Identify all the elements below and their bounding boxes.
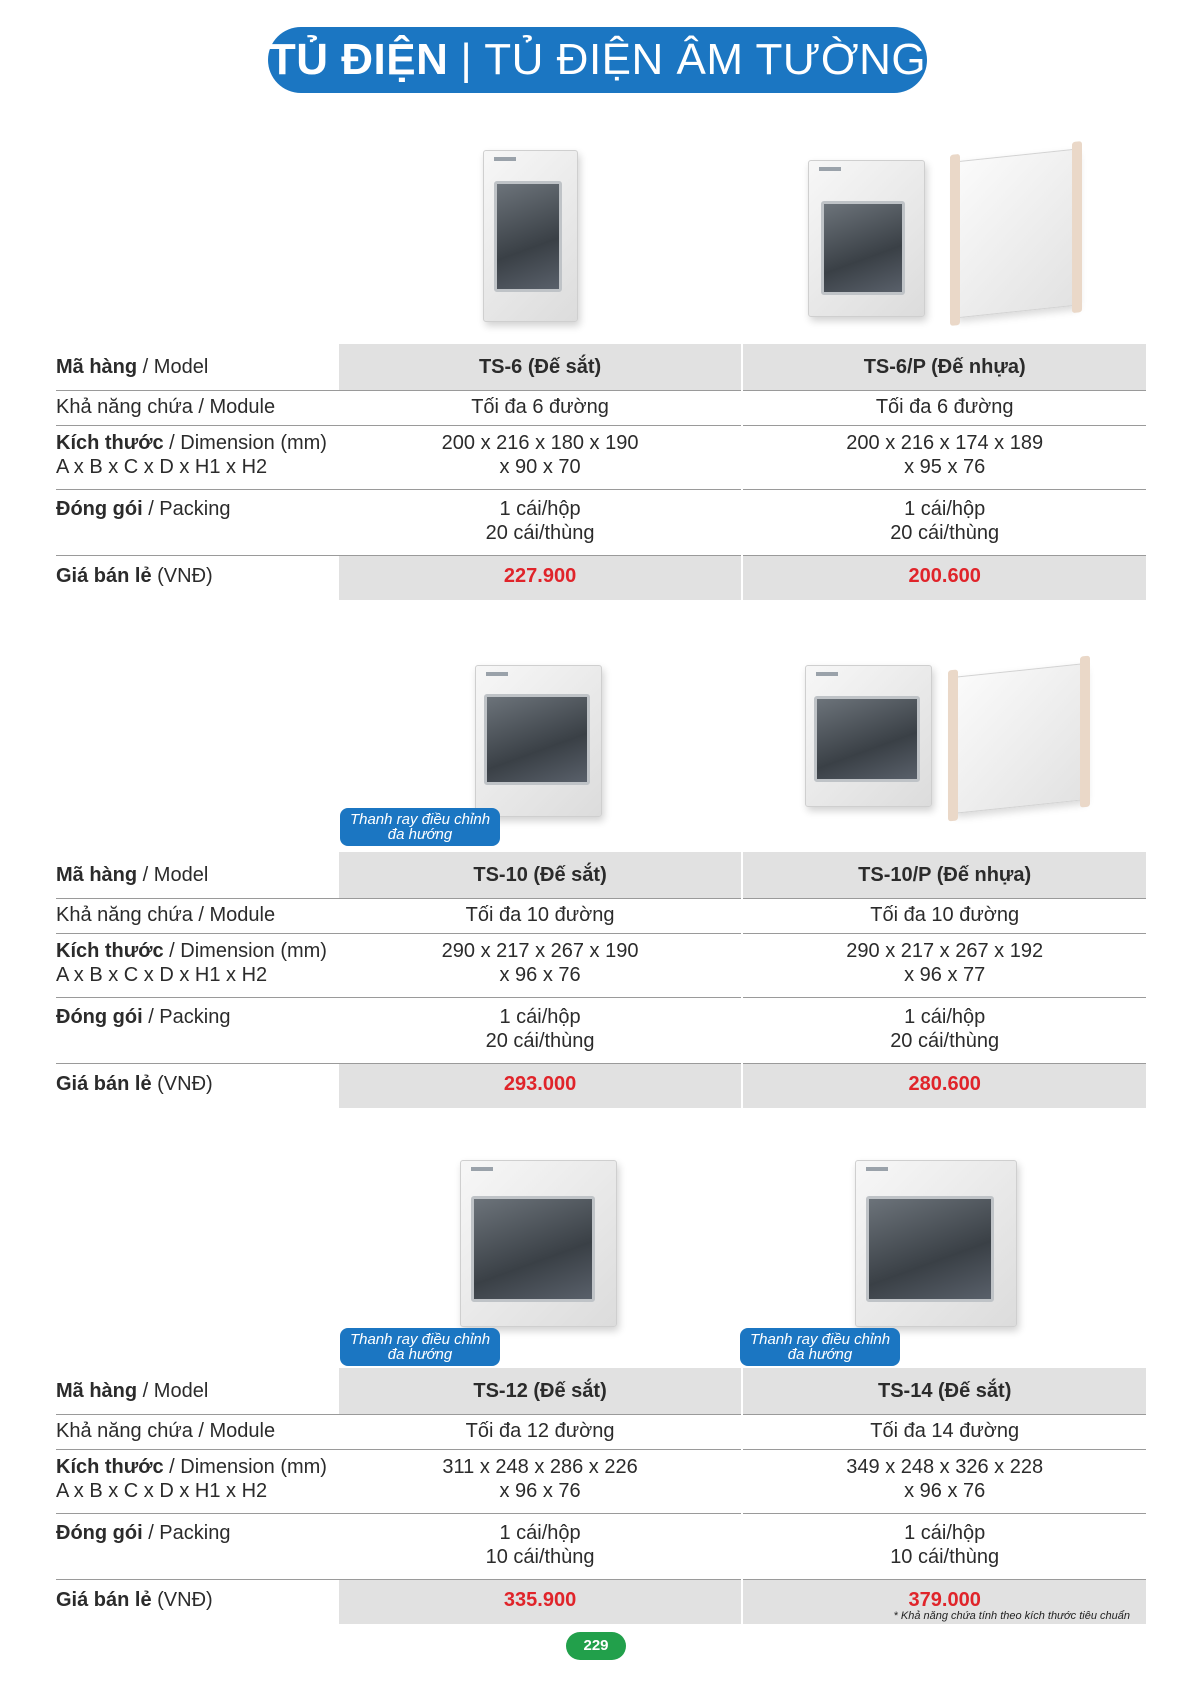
row-dimension [56,1450,1146,1514]
adjustable-rail-badge: Thanh ray điều chỉnh đa hướng [340,808,500,846]
packing-cell: 1 cái/hộp 10 cái/thùng [339,1514,743,1580]
spec-table-section-3 [56,1368,1146,1624]
page-header [268,27,927,93]
product-photo-ts-6-p [808,150,1088,330]
packing-cell: 1 cái/hộp 20 cái/thùng [339,998,743,1064]
label-price: Giá bán lẻ (VNĐ) [56,1073,213,1095]
packing-cell: 1 cái/hộp 20 cái/thùng [339,490,743,556]
model-cell: TS-12 (Đế sắt) [339,1368,743,1415]
dimension-cell: 290 x 217 x 267 x 190 x 96 x 76 [339,934,743,998]
row-packing [56,490,1146,556]
dimension-cell: 200 x 216 x 180 x 190 x 90 x 70 [339,426,743,490]
price-cell: 379.000 [742,1580,1146,1625]
adjustable-rail-badge: Thanh ray điều chỉnh đa hướng [740,1328,900,1366]
header-subtitle: TỦ ĐIỆN ÂM TƯỜNG [484,35,927,84]
price-cell: 293.000 [339,1064,743,1109]
module-cell: Tối đa 12 đường [339,1415,743,1450]
row-packing [56,1514,1146,1580]
row-packing [56,998,1146,1064]
module-cell: Tối đa 10 đường [742,899,1146,934]
page-number: 229 [566,1632,626,1660]
label-dimension: Kích thước / Dimension (mm) A x B x C x D x H1 x H2 [56,934,339,998]
label-dimension: Kích thước / Dimension (mm) A x B x C x D x H1 x H2 [56,426,339,490]
row-dimension [56,934,1146,998]
price-cell: 200.600 [742,556,1146,601]
label-module: Khả năng chứa / Module [56,391,339,426]
header-separator: | [460,35,473,84]
module-cell: Tối đa 6 đường [742,391,1146,426]
label-model: Mã hàng / Model [56,852,339,899]
label-dimension: Kích thước / Dimension (mm) A x B x C x D x H1 x H2 [56,1450,339,1514]
product-photo-ts-12 [460,1160,630,1330]
price-cell: 280.600 [742,1064,1146,1109]
label-packing: Đóng gói / Packing [56,1514,339,1580]
label-model: Mã hàng / Model [56,344,339,391]
row-module [56,899,1146,934]
row-module [56,391,1146,426]
adjustable-rail-badge: Thanh ray điều chỉnh đa hướng [340,1328,500,1366]
model-cell: TS-10/P (Đế nhựa) [742,852,1146,899]
row-model [56,344,1146,391]
dimension-cell: 349 x 248 x 326 x 228 x 96 x 76 [742,1450,1146,1514]
model-cell: TS-10 (Đế sắt) [339,852,743,899]
price-cell: 335.900 [339,1580,743,1625]
row-price [56,556,1146,601]
model-cell: TS-6/P (Đế nhựa) [742,344,1146,391]
label-price: Giá bán lẻ (VNĐ) [56,1589,213,1611]
dimension-cell: 290 x 217 x 267 x 192 x 96 x 77 [742,934,1146,998]
row-dimension [56,426,1146,490]
label-price: Giá bán lẻ (VNĐ) [56,565,213,587]
label-model: Mã hàng / Model [56,1368,339,1415]
row-price [56,1064,1146,1109]
packing-cell: 1 cái/hộp 20 cái/thùng [742,490,1146,556]
module-cell: Tối đa 10 đường [339,899,743,934]
module-cell: Tối đa 14 đường [742,1415,1146,1450]
row-model [56,852,1146,899]
product-photo-ts-10 [475,665,615,820]
model-cell: TS-14 (Đế sắt) [742,1368,1146,1415]
packing-cell: 1 cái/hộp 10 cái/thùng [742,1514,1146,1580]
spec-table-section-2 [56,852,1146,1108]
label-packing: Đóng gói / Packing [56,998,339,1064]
product-photo-ts-10-p [805,660,1090,820]
model-cell: TS-6 (Đế sắt) [339,344,743,391]
label-packing: Đóng gói / Packing [56,490,339,556]
footnote: * Khả năng chứa tính theo kích thước tiêu chuẩn [893,1610,1130,1622]
dimension-cell: 311 x 248 x 286 x 226 x 96 x 76 [339,1450,743,1514]
label-module: Khả năng chứa / Module [56,1415,339,1450]
module-cell: Tối đa 6 đường [339,391,743,426]
row-model [56,1368,1146,1415]
dimension-cell: 200 x 216 x 174 x 189 x 95 x 76 [742,426,1146,490]
header-category: TỦ ĐIỆN [268,35,449,84]
price-cell: 227.900 [339,556,743,601]
product-photo-ts-14 [855,1160,1030,1330]
label-module: Khả năng chứa / Module [56,899,339,934]
product-photo-ts-6 [483,150,593,330]
row-module [56,1415,1146,1450]
spec-table-section-1 [56,344,1146,600]
packing-cell: 1 cái/hộp 20 cái/thùng [742,998,1146,1064]
